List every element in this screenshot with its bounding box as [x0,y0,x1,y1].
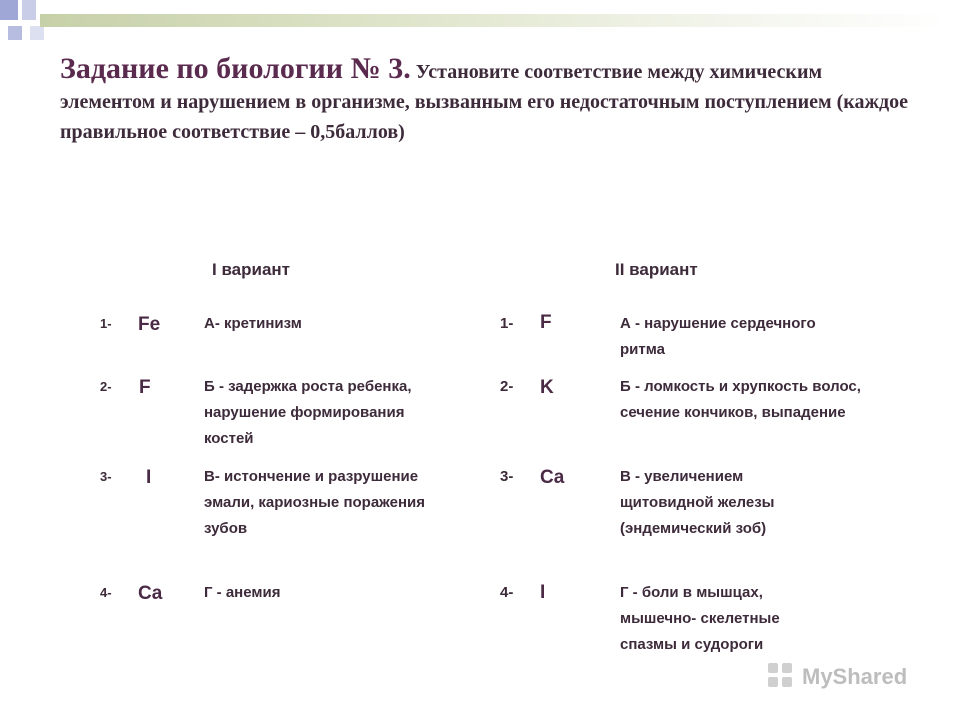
v1-row-3-num: 3- [100,469,112,484]
v2-row-3-element: Ca [540,467,565,488]
v2-row-4-element: I [540,582,546,603]
v1-row-1-element: Fe [138,314,161,335]
decor-square [30,26,44,40]
v2-row-2-desc: Б - ломкость и хрупкость волос, сечение кончиков, выпадение [620,378,861,421]
variant-2-heading: II вариант [615,260,698,279]
v2-row-4-num: 4- [500,584,514,601]
decor-square [0,0,18,20]
v1-row-4-element: Ca [138,583,163,604]
title-rest: Установите соответствие между химическим элементом и нарушением в организме, вызванным его недостаточным поступлением (каждое правильное соответствие – 0,5баллов) [60,61,908,143]
v2-row-2-num: 2- [500,378,514,395]
v2-row-3-num: 3- [500,468,514,485]
decor-square [8,26,22,40]
decor-square [22,0,36,20]
v2-row-4-desc: Г - боли в мышцах, мышечно- скелетные спазмы и судороги [620,584,780,653]
v2-row-1-element: F [540,312,552,333]
v2-row-3-desc: В - увеличением щитовидной железы (эндемический зоб) [620,468,775,537]
v1-row-3-element: I [146,467,152,488]
v2-row-1-num: 1- [500,315,514,332]
slide-title [60,54,920,147]
v2-row-2-element: K [540,377,554,398]
variant-1-heading: I вариант [212,260,291,279]
v1-row-2-desc: Б - задержка роста ребенка, нарушение формирования костей [204,378,412,447]
v1-row-3-desc: В- истончение и разрушение эмали, кариозные поражения зубов [204,468,425,537]
watermark-logo-icon [768,663,796,691]
v1-row-4-desc: Г - анемия [204,584,281,601]
title-lead: Задание по биологии № 3. [60,52,411,85]
watermark-text: MyShared [802,664,908,689]
v1-row-2-element: F [139,377,151,398]
decor-top-bar [40,14,950,27]
v1-row-2-num: 2- [100,379,112,394]
v2-row-1-desc: А - нарушение сердечного ритма [620,315,816,358]
v1-row-4-num: 4- [100,585,112,600]
watermark [768,660,938,694]
v1-row-1-desc: А- кретинизм [204,315,302,332]
v1-row-1-num: 1- [100,316,112,331]
